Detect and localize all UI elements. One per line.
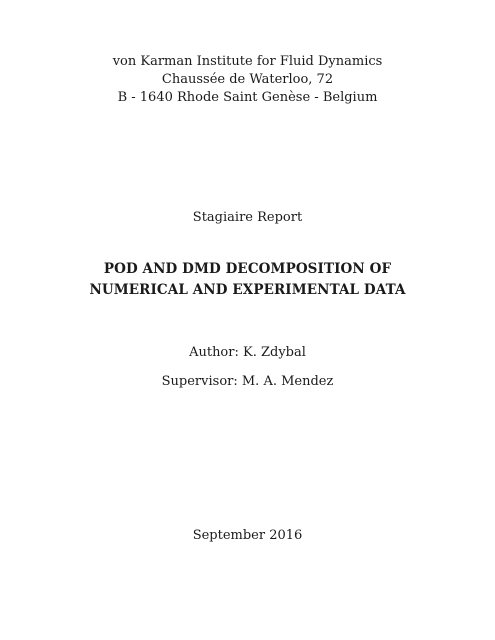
author: Author: K. Zdybal (189, 345, 306, 360)
report-title-line-2: NUMERICAL AND EXPERIMENTAL DATA (89, 282, 406, 298)
institution-city: B - 1640 Rhode Saint Genèse - Belgium (117, 90, 378, 105)
institution-street: Chaussée de Waterloo, 72 (161, 72, 334, 87)
report-date: September 2016 (192, 528, 303, 543)
report-title-line-1: POD AND DMD DECOMPOSITION OF (103, 261, 392, 277)
institution-name: von Karman Institute for Fluid Dynamics (112, 54, 383, 69)
supervisor: Supervisor: M. A. Mendez (161, 374, 334, 389)
report-type: Stagiaire Report (192, 210, 303, 225)
